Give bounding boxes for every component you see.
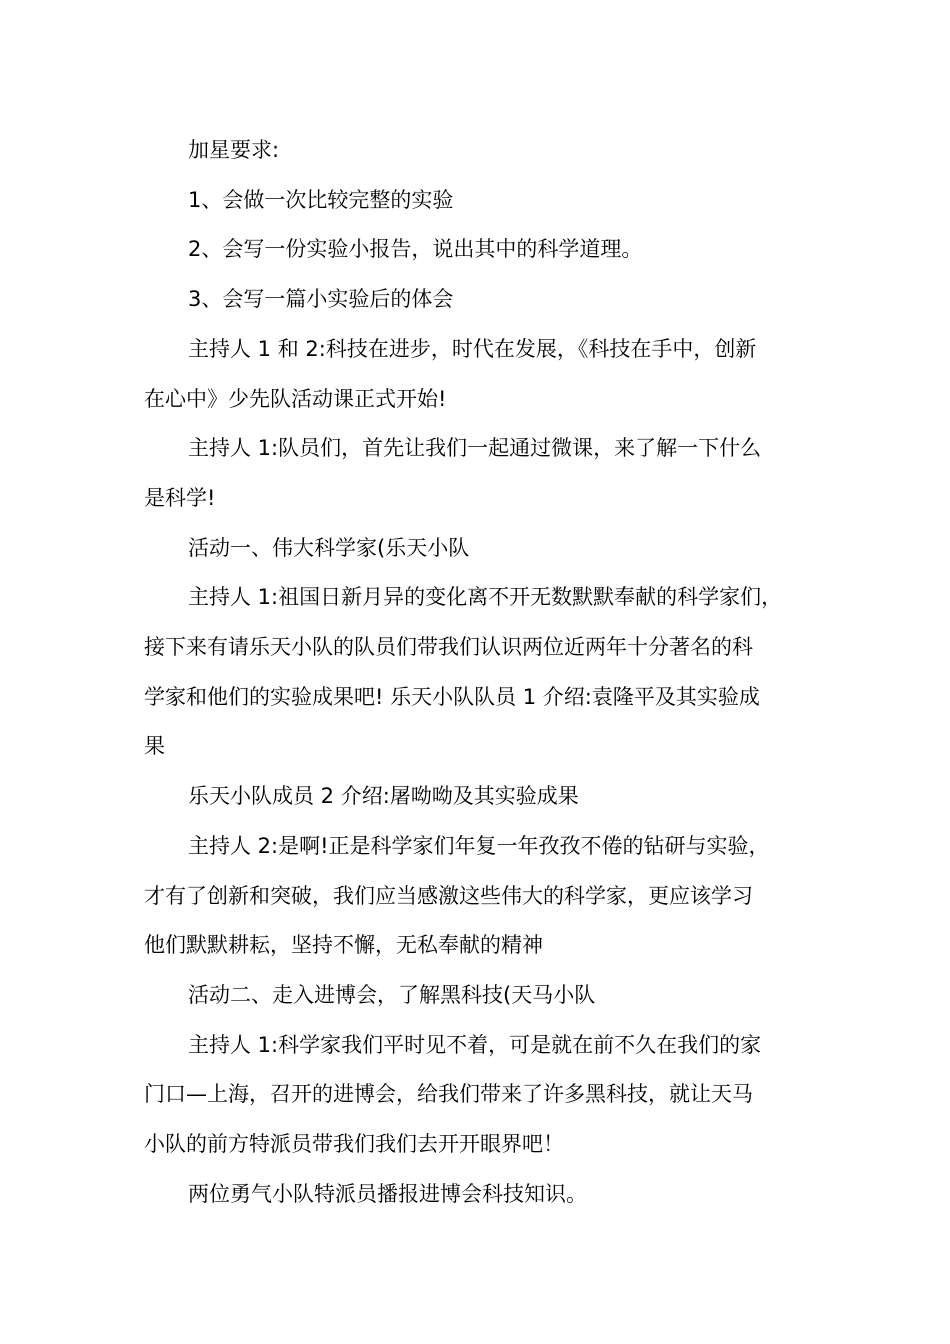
paragraph xyxy=(144,176,814,226)
paragraph xyxy=(144,225,814,275)
paragraph xyxy=(144,1170,814,1220)
paragraph-line: 接下来有请乐天小队的队员们带我们认识两位近两年十分著名的科 xyxy=(144,635,753,660)
document-body xyxy=(144,126,814,1219)
paragraph-line: 主持人 2:是啊!正是科学家们年复一年孜孜不倦的钻研与实验， xyxy=(188,833,770,858)
paragraph xyxy=(144,573,814,772)
paragraph-line: 主持人 1:祖国日新月异的变化离不开无数默默奉献的科学家们， xyxy=(188,585,783,610)
paragraph-line: 1、会做一次比较完整的实验 xyxy=(188,187,454,212)
paragraph-line: 才有了创新和突破，我们应当感激这些伟大的科学家，更应该学习 xyxy=(144,883,753,908)
paragraph-line: 活动一、伟大科学家(乐天小队 xyxy=(188,535,470,560)
paragraph xyxy=(144,822,814,971)
paragraph-line: 加星要求: xyxy=(188,138,280,162)
paragraph-line: 在心中》少先队活动课正式开始! xyxy=(144,386,447,411)
paragraph-line: 主持人 1 和 2:科技在进步，时代在发展，《科技在手中，创新 xyxy=(188,336,757,361)
paragraph xyxy=(144,971,814,1021)
paragraph-line: 他们默默耕耘，坚持不懈，无私奉献的精神 xyxy=(144,933,543,958)
paragraph-line: 3、会写一篇小实验后的体会 xyxy=(188,287,454,312)
paragraph-line: 主持人 1:队员们，首先让我们一起通过微课，来了解一下什么 xyxy=(188,436,762,461)
paragraph xyxy=(144,275,814,325)
paragraph xyxy=(144,1021,814,1170)
paragraph-line: 两位勇气小队特派员播报进博会科技知识。 xyxy=(188,1181,587,1206)
paragraph-line: 是科学! xyxy=(144,485,216,510)
paragraph xyxy=(144,772,814,822)
paragraph-line: 2、会写一份实验小报告，说出其中的科学道理。 xyxy=(188,237,643,262)
paragraph-line: 主持人 1:科学家我们平时见不着，可是就在前不久在我们的家 xyxy=(188,1032,762,1057)
paragraph-line: 活动二、走入进博会，了解黑科技(天马小队 xyxy=(188,982,596,1007)
paragraph-line: 门口—上海，召开的进博会，给我们带来了许多黑科技，就让天马 xyxy=(144,1082,753,1107)
paragraph xyxy=(144,126,814,176)
paragraph-line: 乐天小队成员 2 介绍:屠呦呦及其实验成果 xyxy=(188,784,579,809)
paragraph-line: 小队的前方特派员带我们我们去开开眼界吧！ xyxy=(144,1132,564,1157)
paragraph-line: 学家和他们的实验成果吧! 乐天小队队员 1 介绍:袁隆平及其实验成 xyxy=(144,684,760,709)
paragraph xyxy=(144,325,814,424)
paragraph-line: 果 xyxy=(144,734,165,759)
paragraph xyxy=(144,424,814,523)
paragraph xyxy=(144,524,814,574)
